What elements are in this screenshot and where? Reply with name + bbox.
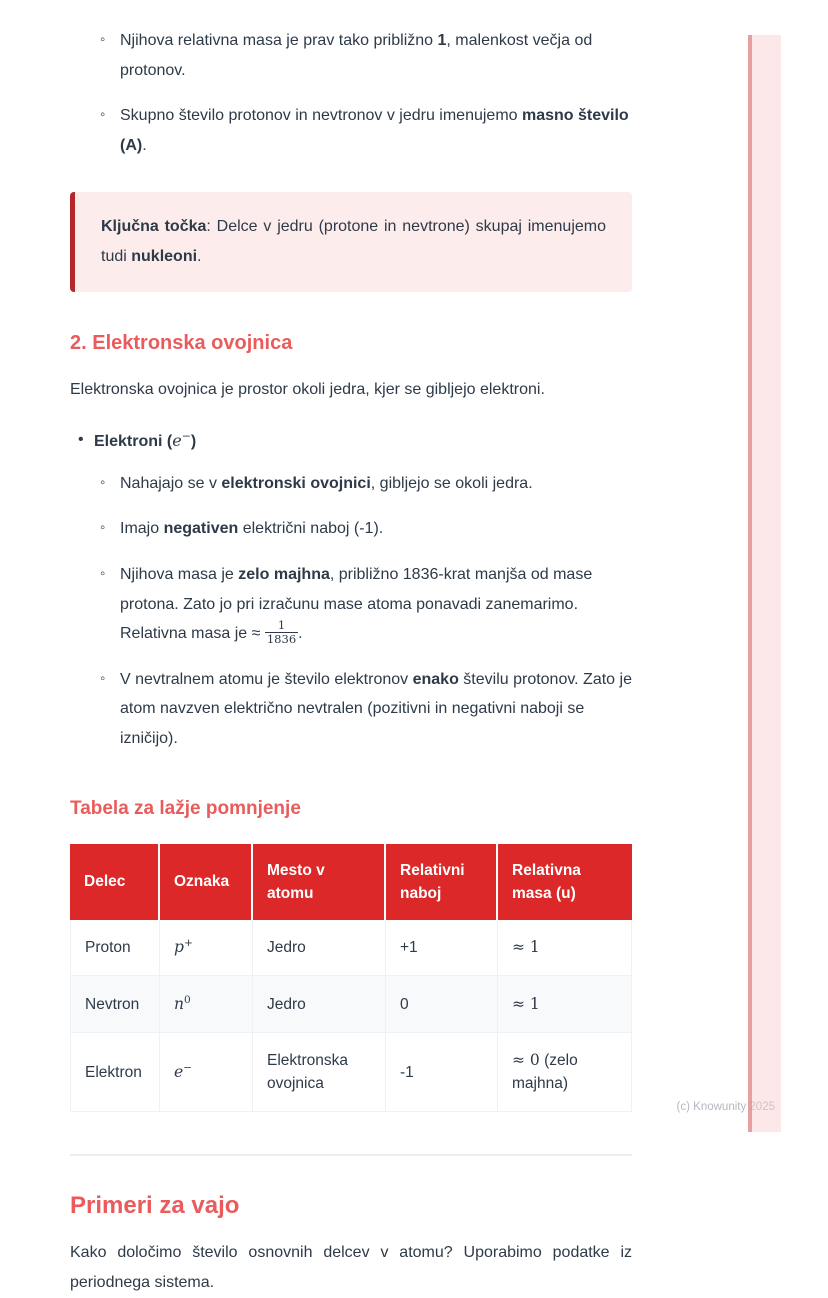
text-run: V nevtralnem atomu je število elektronov [120,670,413,688]
column-header-delec: Delec [70,844,160,921]
text-run: Imajo [120,520,164,538]
page-edge-highlight-bar [748,35,781,1132]
electron-list [70,426,632,753]
text-run: električni naboj (-1). [238,520,384,538]
text-run: : Delce v jedru (protone in nevtrone) skupaj imenujemo tudi [101,218,607,265]
electron-sub-list [94,469,632,754]
list-item-neutral-atom [94,665,632,754]
cell-mass: ≈ 0 (zelo majhna) [498,1033,632,1113]
text-run: Njihova relativna masa je prav tako približno [120,32,438,49]
text-run-bold: ) [190,433,197,451]
text-run: , približno 1836-krat manjša od mase protona. Zato jo pri izračunu mase atoma ponavadi zanemarimo. Relativna masa je ≈ [120,565,593,643]
cell-charge: +1 [386,920,498,976]
column-header-masa: Relativna masa (u) [498,844,632,921]
section-heading-tabela: Tabela za lažje pomnjenje [70,797,301,819]
cell-mass: ≈ 1 [498,920,632,976]
table-header-row [70,844,632,921]
copyright-watermark: (c) Knowunity 2025 [676,1101,775,1113]
text-run: , gibljejo se okoli jedra. [370,474,533,492]
cell-place: Jedro [253,976,386,1032]
cell-place: Elektronska ovojnica [253,1033,386,1113]
list-item-elektroni [70,426,632,753]
key-point-callout [70,192,632,291]
text-run-bold: Elektroni ( [94,433,173,451]
electron-term [94,429,197,451]
electron-symbol: e− [172,429,191,451]
practice-intro-paragraph: Kako določimo število osnovnih delcev v atomu? Uporabimo podatke iz periodnega sistema. [70,1244,632,1291]
table-row-elektron [70,1033,632,1113]
cell-name: Nevtron [70,976,160,1032]
list-item-relative-mass [70,26,632,85]
column-header-oznaka: Oznaka [160,844,253,921]
list-item-charge [94,514,632,544]
column-header-naboj: Relativni naboj [386,844,498,921]
cell-symbol: p+ [160,920,253,976]
text-run: , malenkost večja od protonov. [120,32,593,79]
text-run: Skupno število protonov in nevtronov v jedru imenujemo [120,107,522,125]
table-row-proton [70,920,632,976]
text-run: številu protonov. Zato je atom navzven električno nevtralen (pozitivni in negativni naboji se izničijo). [120,670,632,747]
column-header-mesto: Mesto v atomu [253,844,386,921]
table-header [70,844,632,921]
text-run-bold: elektronski ovojnici [221,474,371,492]
key-point-text [101,212,606,271]
cell-mass: ≈ 1 [498,976,632,1032]
text-run-bold: negativen [163,520,239,538]
list-item-mass [94,560,632,649]
section-intro-paragraph: Elektronska ovojnica je prostor okoli jedra, kjer se gibljejo elektroni. [70,380,545,398]
section-heading-elektronska-ovojnica: 2. Elektronska ovojnica [70,331,293,354]
cell-symbol: $n^0$ [160,976,253,1032]
list-item-location [94,469,632,499]
text-run: . [298,625,303,643]
cell-charge: 0 [386,976,498,1032]
intro-bullet-list [70,26,632,160]
fraction-1-1836: $\frac{1}{1836}$ [266,618,297,647]
section-divider [70,1154,632,1156]
text-run: . [142,136,147,154]
text-run-bold: Ključna točka [101,218,207,236]
text-run-bold: enako [412,670,459,688]
section-heading-primeri: Primeri za vajo [70,1192,240,1220]
text-run-bold: zelo majhna [238,565,330,583]
cell-name: Proton [70,920,160,976]
text-run-bold: masno število (A) [120,107,629,154]
text-run: Njihova masa je [120,565,239,583]
table-row-nevtron [70,976,632,1032]
particles-table [70,844,632,1113]
cell-charge: -1 [386,1033,498,1113]
list-item-mass-number [70,101,632,160]
cell-place: Jedro [253,920,386,976]
cell-name: Elektron [70,1033,160,1113]
text-run-bold: nukleoni [131,247,198,265]
text-run-bold: 1 [437,32,447,49]
text-run: Nahajajo se v [120,474,222,492]
text-run: . [197,247,202,265]
cell-symbol: e− [160,1033,253,1113]
